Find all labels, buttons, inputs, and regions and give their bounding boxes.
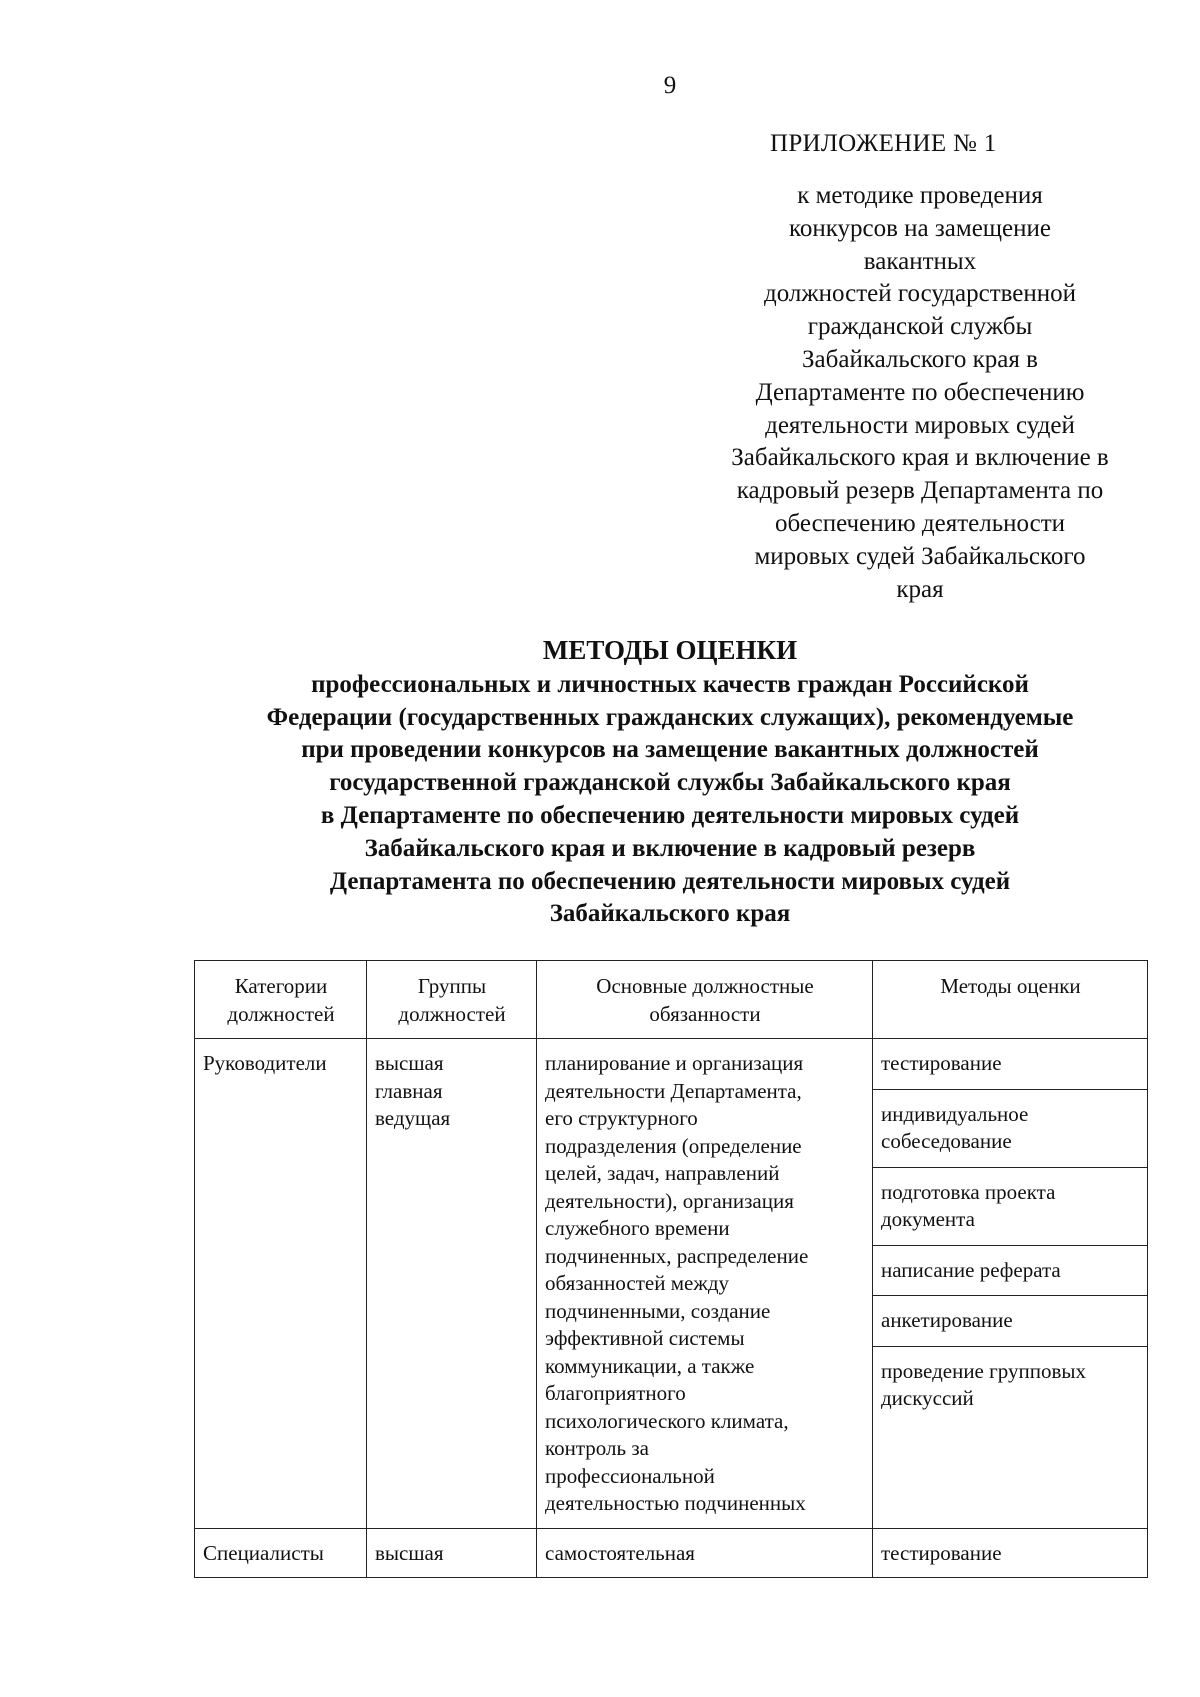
appendix-line: мировых судей Забайкальского	[754, 542, 1086, 570]
category-cell: Руководители	[195, 1039, 367, 1529]
duties-cell: планирование и организация деятельности Департамента, его структурного подразделения (определение целей, задач, направлений деятельности), организация служебного времени подчиненных, распределение обязанностей между подчиненными, создание эффективной системы коммуникации, а также благоприятного психологического климата, контроль за профессиональной деятельностью подчиненных	[537, 1039, 873, 1529]
appendix-line: должностей государственной	[763, 280, 1077, 308]
heading-title: МЕТОДЫ ОЦЕНКИ	[542, 635, 798, 665]
header-duties: Основные должностные обязанности	[537, 961, 873, 1039]
appendix-line: к методике проведения	[797, 182, 1043, 209]
appendix-line: вакантных	[863, 247, 977, 275]
heading-line: профессиональных и личностных качеств граждан Российской	[311, 670, 1029, 698]
method-item: тестирование	[873, 1039, 1147, 1089]
table-row	[195, 1039, 1148, 1529]
heading-line: при проведении конкурсов на замещение вакантных должностей	[301, 736, 1039, 764]
method-item: подготовка проекта документа	[873, 1167, 1147, 1245]
appendix-line: деятельности мировых судей	[765, 411, 1075, 439]
method-item: написание реферата	[873, 1245, 1147, 1296]
header-group: Группы должностей	[367, 961, 537, 1039]
methods-cell	[873, 1528, 1148, 1578]
method-item: тестирование	[881, 1540, 1002, 1565]
table-header-row	[195, 961, 1148, 1039]
category-cell: Специалисты	[195, 1528, 367, 1578]
document-heading	[190, 634, 1150, 931]
appendix-line: Забайкальского края в	[802, 345, 1038, 373]
heading-line: Забайкальского края	[549, 900, 791, 928]
appendix-line: конкурсов на замещение	[788, 214, 1051, 242]
group-cell: высшая главная ведущая	[367, 1039, 537, 1529]
appendix-line: гражданской службы	[807, 313, 1033, 341]
duties-cell: самостоятельная	[537, 1528, 873, 1578]
methods-cell	[873, 1039, 1148, 1529]
heading-line: государственной гражданской службы Забайкальского края	[329, 769, 1011, 797]
table-row	[195, 1528, 1148, 1578]
appendix-line: обеспечению деятельности	[774, 509, 1066, 537]
page-number: 9	[663, 72, 677, 99]
appendix-subtitle	[700, 180, 1140, 606]
header-category: Категории должностей	[195, 961, 367, 1039]
appendix-line: края	[896, 575, 944, 603]
heading-line: Забайкальского края и включение в кадровый резерв	[364, 834, 976, 862]
methods-table	[194, 960, 1148, 1578]
heading-line: Федерации (государственных гражданских служащих), рекомендуемые	[266, 703, 1074, 731]
appendix-line: Департаменте по обеспечению	[755, 378, 1085, 406]
heading-line: Департамента по обеспечению деятельности мировых судей	[329, 867, 1011, 895]
method-item: проведение групповых дискуссий	[881, 1358, 1086, 1410]
group-cell: высшая	[367, 1528, 537, 1578]
heading-line: в Департаменте по обеспечению деятельности мировых судей	[320, 801, 1020, 829]
method-item: индивидуальное собеседование	[873, 1089, 1147, 1167]
appendix-line: Забайкальского края и включение в	[731, 444, 1109, 472]
appendix-title: ПРИЛОЖЕНИЕ № 1	[770, 130, 997, 157]
appendix-line: кадровый резерв Департамента по	[736, 477, 1104, 505]
method-item: анкетирование	[873, 1296, 1147, 1347]
methods-list	[873, 1039, 1147, 1424]
header-methods: Методы оценки	[873, 961, 1148, 1039]
